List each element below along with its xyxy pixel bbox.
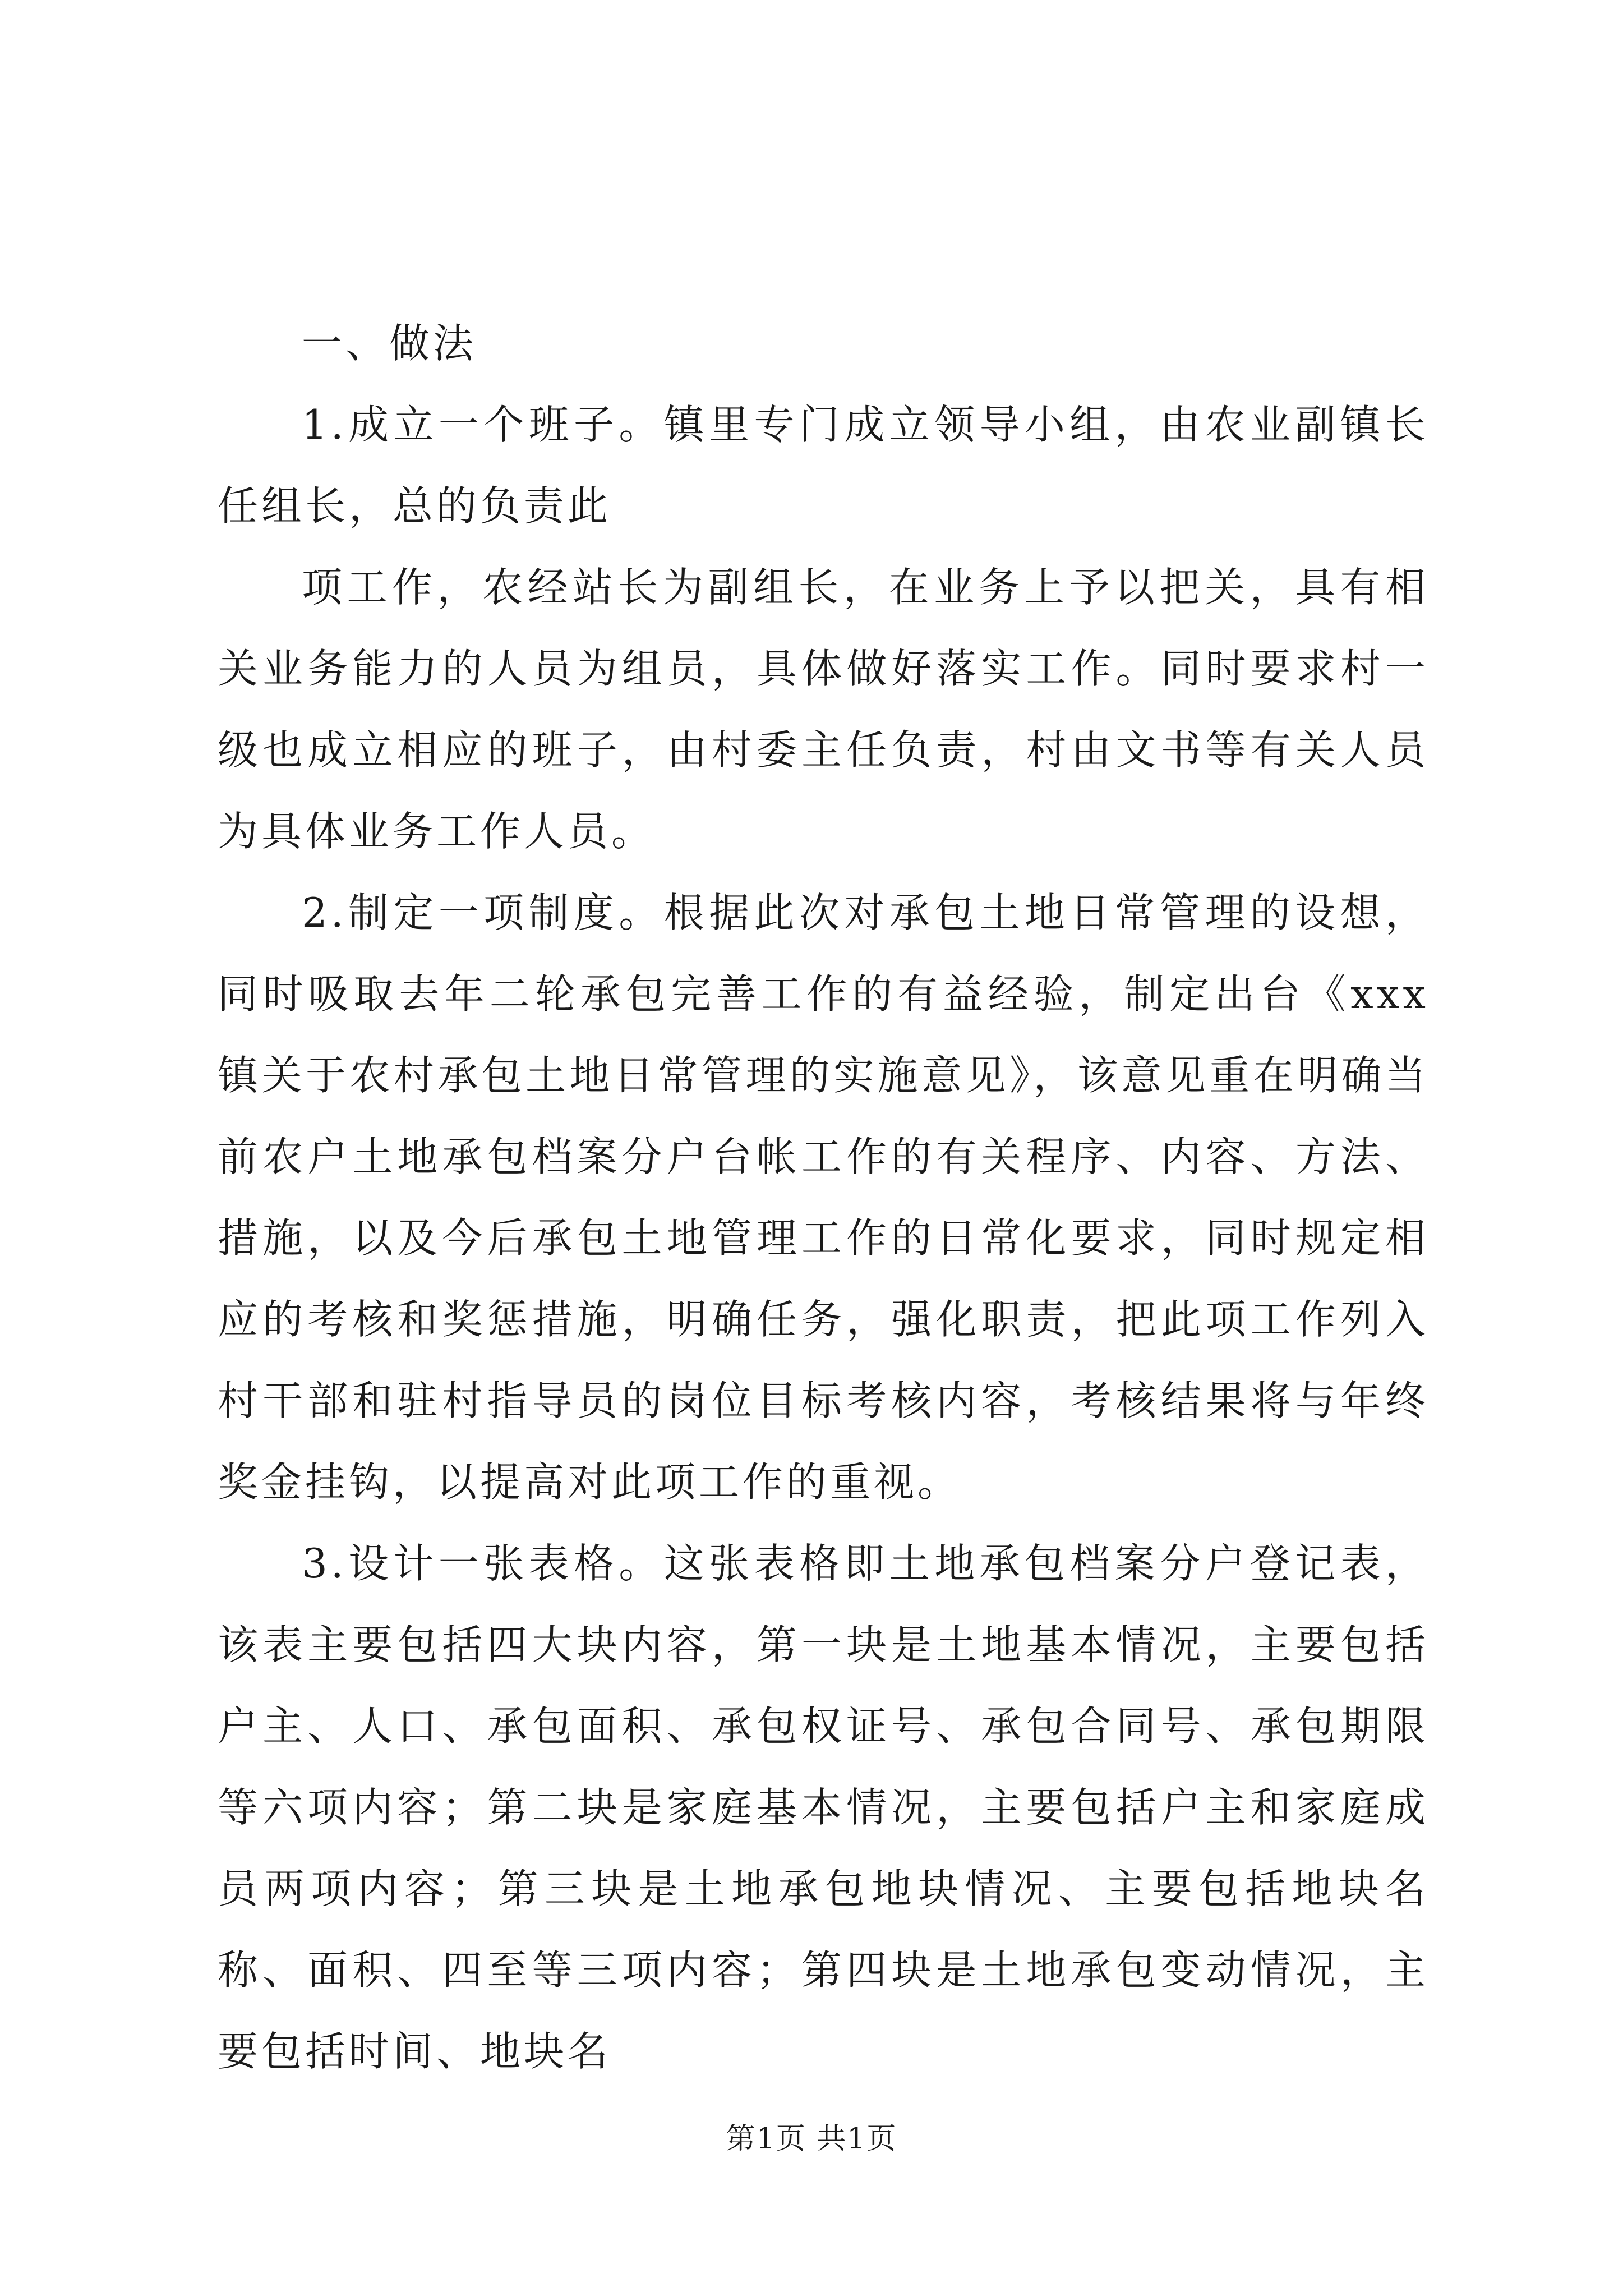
paragraph-2: 项工作，农经站长为副组长，在业务上予以把关，具有相关业务能力的人员为组员，具体做好落实工作。同时要求村一级也成立相应的班子，由村委主任负责，村由文书等有关人员为具体业务工作人员。	[218, 564, 1429, 855]
paragraph-4: 3.设计一张表格。这张表格即土地承包档案分户登记表，该表主要包括四大块内容，第一块是土地基本情况，主要包括户主、人口、承包面积、承包权证号、承包合同号、承包期限等六项内容；第二块是家庭基本情况，主要包括户主和家庭成员两项内容；第三块是土地承包地块情况、主要包括地块名称、面积、四至等三项内容；第四块是土地承包变动情况，主要包括时间、地块名	[218, 1540, 1429, 2075]
page-footer: 第1页 共1页	[726, 2122, 897, 2156]
paragraph-1: 1.成立一个班子。镇里专门成立领导小组，由农业副镇长任组长，总的负责此	[218, 401, 1429, 530]
document-body	[218, 303, 1429, 2092]
section-heading: 一、做法	[302, 320, 477, 367]
paragraph-3: 2.制定一项制度。根据此次对承包土地日常管理的设想，同时吸取去年二轮承包完善工作的有益经验，制定出台《xxx镇关于农村承包土地日常管理的实施意见》，该意见重在明确当前农户土地承包档案分户台帐工作的有关程序、内容、方法、措施，以及今后承包土地管理工作的日常化要求，同时规定相应的考核和奖惩措施，明确任务，强化职责，把此项工作列入村干部和驻村指导员的岗位目标考核内容，考核结果将与年终奖金挂钩，以提高对此项工作的重视。	[218, 889, 1429, 1506]
